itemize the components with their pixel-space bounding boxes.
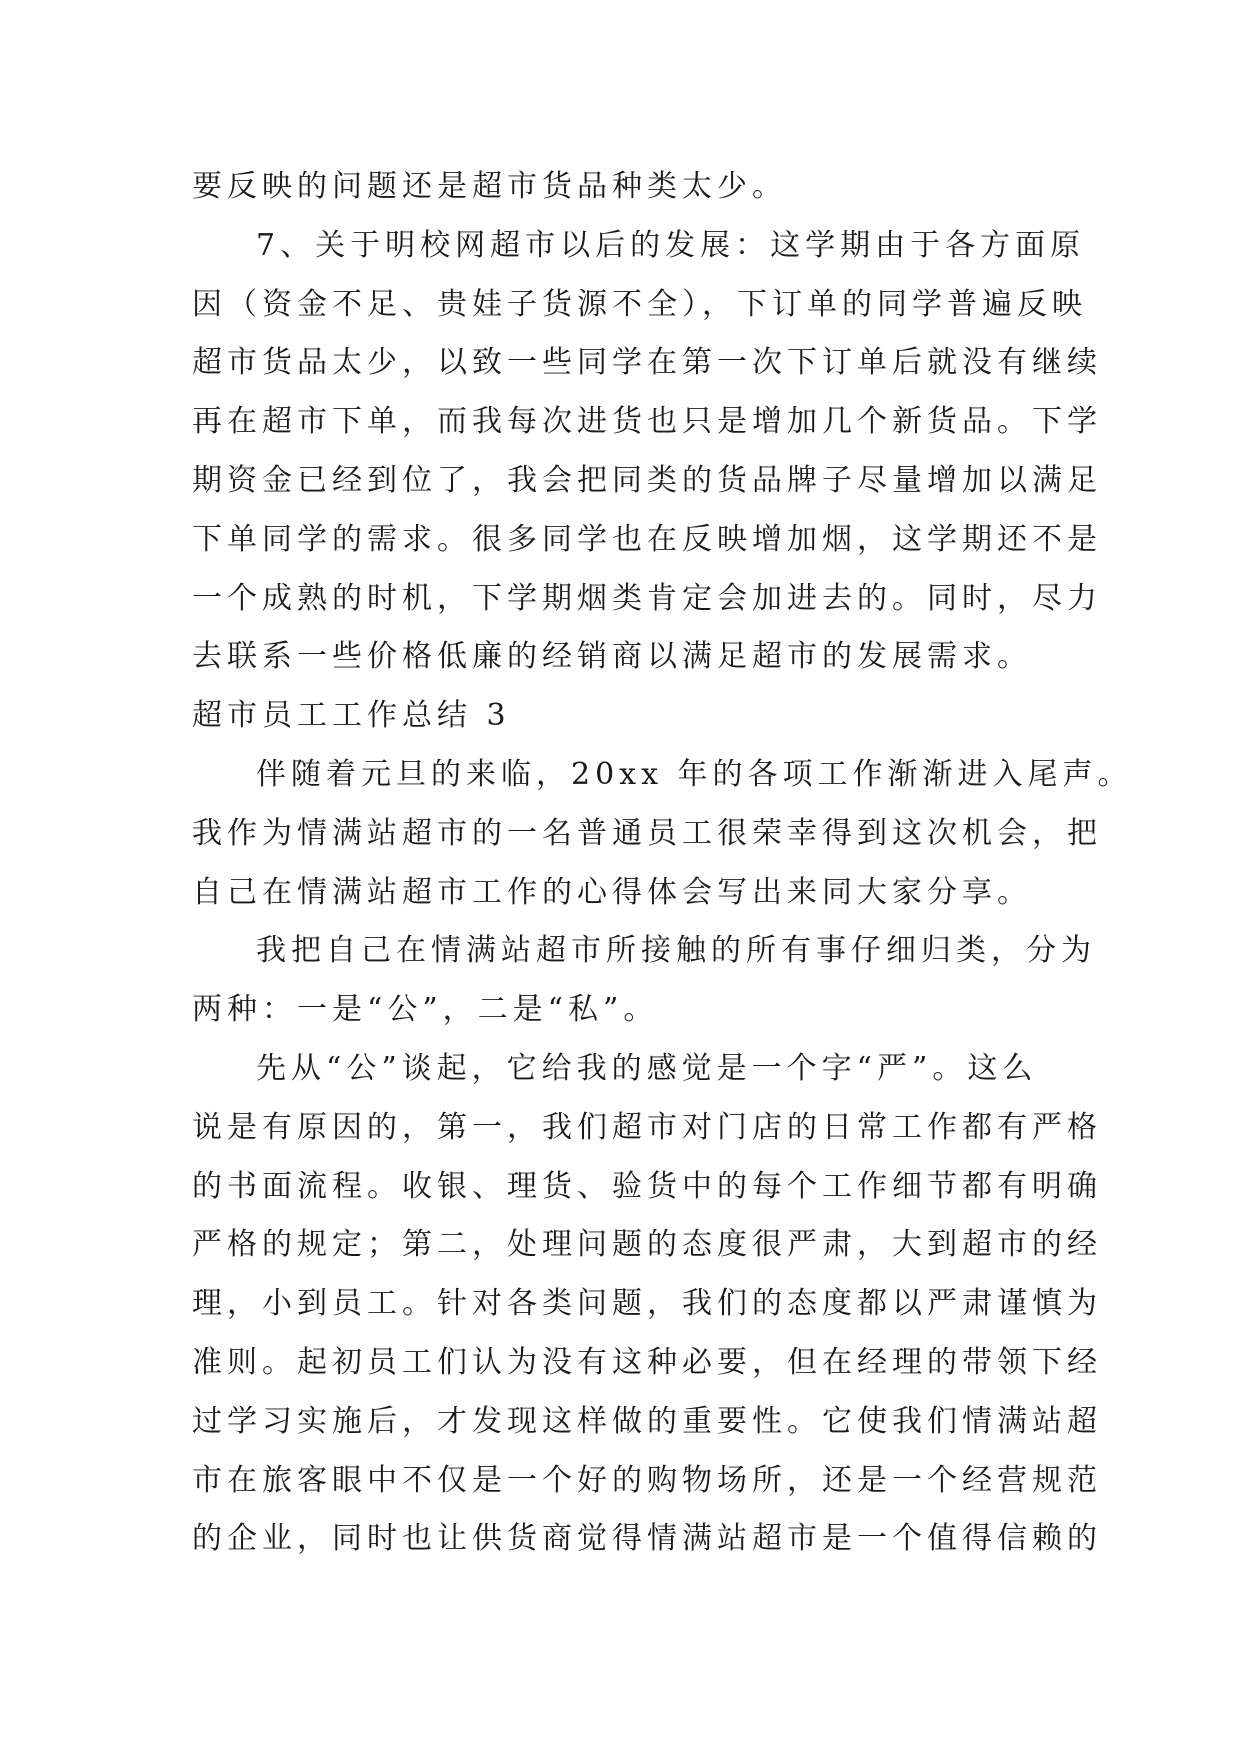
text-line: 超市货品太少，以致一些同学在第一次下订单后就没有继续 xyxy=(192,345,1102,381)
text-line: 伴随着元旦的来临，20xx 年的各项工作渐渐进入尾声。 xyxy=(256,756,1133,792)
text-line: 我把自己在情满站超市所接触的所有事仔细归类，分为 xyxy=(256,933,1096,969)
text-line: 的企业，同时也让供货商觉得情满站超市是一个值得信赖的 xyxy=(192,1521,1102,1557)
section-heading: 超市员工工作总结 3 xyxy=(192,698,511,734)
text-line: 市在旅客眼中不仅是一个好的购物场所，还是一个经营规范 xyxy=(192,1462,1102,1498)
text-line: 下单同学的需求。很多同学也在反映增加烟，这学期还不是 xyxy=(192,521,1102,557)
text-line: 准则。起初员工们认为没有这种必要，但在经理的带领下经 xyxy=(192,1344,1102,1380)
text-line: 再在超市下单，而我每次进货也只是增加几个新货品。下学 xyxy=(192,404,1102,440)
text-line: 去联系一些价格低廉的经销商以满足超市的发展需求。 xyxy=(192,639,1032,675)
text-line: 期资金已经到位了，我会把同类的货品牌子尽量增加以满足 xyxy=(192,462,1102,498)
text-line: 自己在情满站超市工作的心得体会写出来同大家分享。 xyxy=(192,874,1032,910)
text-line: 两种：一是“公”，二是“私”。 xyxy=(192,992,659,1028)
text-line: 因（资金不足、贵娃子货源不全），下订单的同学普遍反映 xyxy=(192,286,1087,322)
text-line: 一个成熟的时机，下学期烟类肯定会加进去的。同时，尽力 xyxy=(192,580,1102,616)
text-line: 严格的规定；第二，处理问题的态度很严肃，大到超市的经 xyxy=(192,1227,1102,1263)
text-line: 过学习实施后，才发现这样做的重要性。它使我们情满站超 xyxy=(192,1403,1102,1439)
document-body xyxy=(192,158,1133,1569)
text-line: 说是有原因的，第一，我们超市对门店的日常工作都有严格 xyxy=(192,1109,1102,1145)
text-line: 的书面流程。收银、理货、验货中的每个工作细节都有明确 xyxy=(192,1168,1102,1204)
text-line: 7、关于明校网超市以后的发展：这学期由于各方面原 xyxy=(256,227,1086,263)
text-line: 先从“公”谈起，它给我的感觉是一个字“严”。这么 xyxy=(256,1050,1038,1086)
text-line: 要反映的问题还是超市货品种类太少。 xyxy=(192,169,787,204)
text-line: 理，小到员工。针对各类问题，我们的态度都以严肃谨慎为 xyxy=(192,1286,1102,1322)
text-line: 我作为情满站超市的一名普通员工很荣幸得到这次机会，把 xyxy=(192,815,1102,851)
